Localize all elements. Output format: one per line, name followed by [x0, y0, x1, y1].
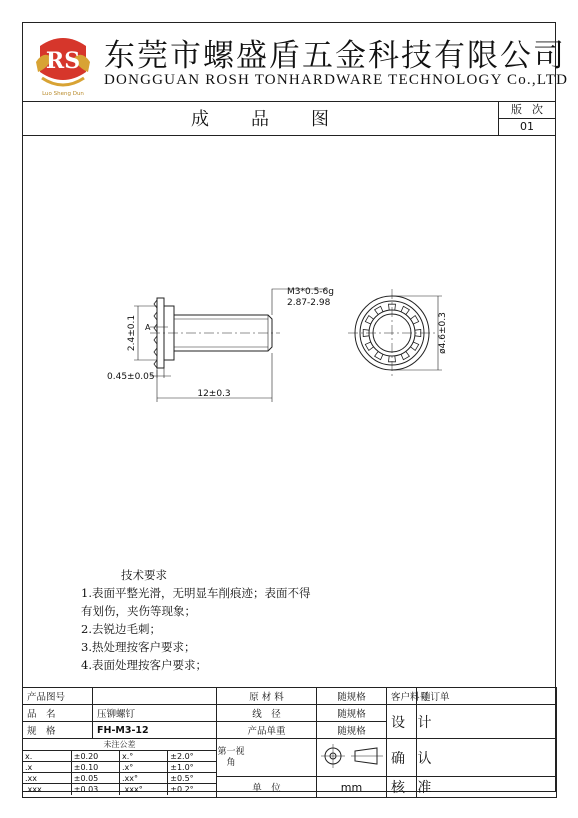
tolerance-row: [23, 784, 216, 795]
revision-label: 版次: [511, 103, 553, 116]
projection-label: 第一视角: [217, 746, 245, 768]
tolerance-cell-value: ±2.0°: [168, 751, 216, 762]
requirement-line: 3.热处理按客户要求；: [81, 640, 196, 654]
head-diameter-label: ø4.6±0.3: [438, 312, 448, 354]
approve-label: 核 准: [387, 777, 417, 798]
thread-spec-label: M3*0.5-6g: [287, 287, 334, 297]
rivet-front-view: [348, 289, 442, 377]
weight-label: 产品单重: [217, 722, 317, 739]
head-height-label: 2.4±0.1: [127, 314, 137, 352]
tolerance-cell-value: .x°: [120, 762, 168, 773]
svg-text:RS: RS: [45, 48, 81, 74]
knurl-tooth: [365, 342, 373, 350]
tolerance-cell-value: ±0.03: [71, 784, 119, 795]
customer-no-value: 随订单: [417, 688, 557, 705]
spec-value: FH-M3-12: [93, 722, 217, 739]
title-block: [22, 687, 557, 798]
tolerance-cell-value: ±0.2°: [168, 784, 216, 795]
thread-range-label: 2.87-2.98: [287, 298, 331, 308]
tolerance-cell-value: x.: [23, 751, 71, 762]
first-angle-projection-icon: [317, 739, 386, 773]
product-no-label: 产品图号: [23, 688, 93, 705]
tolerance-row: [23, 751, 216, 762]
tolerance-cell-value: .xxx°: [120, 784, 168, 795]
tolerance-cell-value: .xxx: [23, 784, 71, 795]
tolerance-cell-value: ±0.20: [71, 751, 119, 762]
tolerance-cell: [23, 739, 217, 798]
requirement-line: 2.去锐边毛刺；: [81, 622, 161, 636]
product-name-label: 品 名: [23, 705, 93, 722]
tolerance-table: [23, 739, 216, 795]
tolerance-row: [23, 773, 216, 784]
logo-caption: Luo Sheng Dun: [42, 91, 84, 97]
knurl-tooth: [365, 316, 373, 324]
knurl-tooth: [410, 342, 418, 350]
approve-value: [417, 777, 557, 798]
tolerance-cell-value: .xx: [23, 773, 71, 784]
datum-label: A: [145, 323, 151, 332]
company-name-cn: 东莞市螺盛盾五金科技有限公司: [104, 38, 566, 74]
knurl-tooth: [410, 316, 418, 324]
material-label: 原 材 料: [217, 688, 317, 705]
projection-cell: [217, 739, 317, 777]
knurl-tooth: [401, 351, 409, 359]
company-name-en: DONGGUAN ROSH TONHARDWARE TECHNOLOGY Co.,LTD: [104, 72, 569, 88]
design-label: 设 计: [387, 705, 417, 739]
head-thickness-label: 0.45±0.05: [107, 372, 155, 382]
design-value: [417, 705, 557, 739]
wire-label: 线 径: [217, 705, 317, 722]
tolerance-cell-value: .xx°: [120, 773, 168, 784]
unit-label: 单 位: [217, 777, 317, 798]
requirement-line: 有划伤，夹伤等现象；: [81, 604, 196, 618]
confirm-label: 确 认: [387, 739, 417, 777]
knurl-tooth: [375, 306, 383, 314]
product-no-value: [93, 688, 217, 705]
unit-value: mm: [317, 777, 387, 798]
confirm-value: [417, 739, 557, 777]
weight-value: 随规格: [317, 722, 387, 739]
tolerance-cell-value: ±0.05: [71, 773, 119, 784]
tolerance-cell-value: .x: [23, 762, 71, 773]
tolerance-label: 未注公差: [23, 739, 216, 751]
tolerance-cell-value: x.°: [120, 751, 168, 762]
drawing-title: 成品图: [191, 109, 371, 130]
requirements-heading: 技术要求: [121, 568, 167, 582]
length-label: 12±0.3: [197, 389, 231, 399]
knurl-tooth: [375, 351, 383, 359]
knurl-tooth: [401, 306, 409, 314]
tolerance-row: [23, 762, 216, 773]
tolerance-cell-value: ±0.5°: [168, 773, 216, 784]
requirement-line: 4.表面处理按客户要求；: [81, 658, 207, 672]
tolerance-cell-value: ±0.10: [71, 762, 119, 773]
revision-value: 01: [520, 120, 534, 133]
product-name-value: 压铆螺钉: [93, 705, 217, 722]
spec-label: 规 格: [23, 722, 93, 739]
wire-value: 随规格: [317, 705, 387, 722]
material-value: 随规格: [317, 688, 387, 705]
rivet-shank-side-view: [150, 315, 280, 351]
customer-no-label: 客户料号: [387, 688, 417, 705]
requirement-line: 1.表面平整光滑，无明显车削痕迹；表面不得: [81, 586, 311, 600]
projection-symbol-cell: [317, 739, 387, 777]
tolerance-cell-value: ±1.0°: [168, 762, 216, 773]
